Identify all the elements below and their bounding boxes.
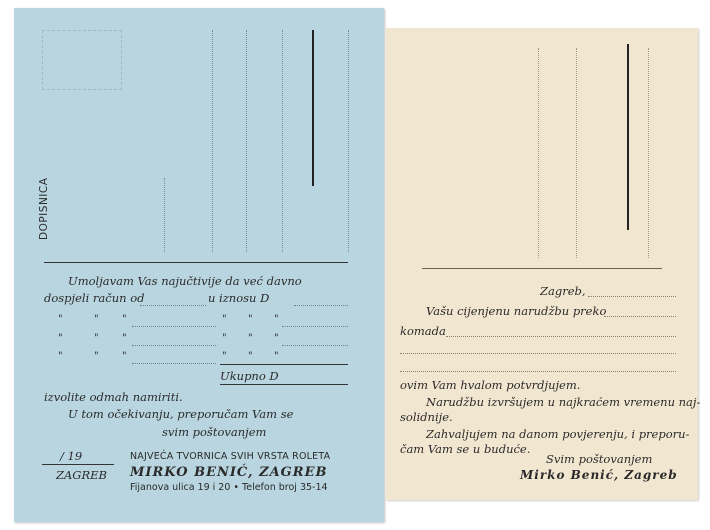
text-line-5b: čam Vam se u buduće. xyxy=(400,442,531,456)
fill-line xyxy=(132,363,216,364)
text-line-2: komada xyxy=(400,324,446,338)
text-line-1: Vašu cijenjenu narudžbu preko xyxy=(426,304,607,318)
date-fill-line xyxy=(588,296,676,297)
fill-line xyxy=(282,345,348,346)
ditto-mark: " xyxy=(274,351,279,362)
ditto-mark: " xyxy=(222,333,227,344)
ditto-mark: " xyxy=(58,351,63,362)
ditto-mark: " xyxy=(248,333,253,344)
ditto-mark: " xyxy=(248,351,253,362)
ditto-mark: " xyxy=(58,314,63,325)
text-line-3: izvolite odmah namiriti. xyxy=(44,390,183,404)
ditto-mark: " xyxy=(274,333,279,344)
ukupno-label: Ukupno D xyxy=(220,369,279,383)
stamp-area xyxy=(42,30,122,90)
address-line xyxy=(348,30,349,252)
ditto-mark: " xyxy=(248,314,253,325)
address-line xyxy=(246,30,247,252)
address-bar xyxy=(312,30,314,186)
text-line-2a: dospjeli račun od xyxy=(44,291,145,305)
blue-postcard xyxy=(14,8,384,522)
text-line-4: U tom očekivanju, preporučam Vam se xyxy=(68,407,294,421)
separator-line xyxy=(44,262,348,263)
city-label: ZAGREB xyxy=(56,468,107,482)
ditto-mark: " xyxy=(222,314,227,325)
address-line xyxy=(538,48,539,258)
text-line-5a: Zahvaljujem na danom povjerenju, i preporu- xyxy=(426,427,690,441)
address-bar xyxy=(627,44,629,230)
address-line xyxy=(282,30,283,252)
cream-postcard xyxy=(386,28,701,500)
fill-line-amount xyxy=(294,305,348,306)
dopisnica-label: DOPISNICA xyxy=(38,177,50,240)
text-line-4a: Narudžbu izvršujem u najkraćem vremenu naj- xyxy=(426,395,701,409)
fill-line xyxy=(132,326,216,327)
city-label: Zagreb, xyxy=(540,284,586,298)
address-line xyxy=(212,30,213,252)
date-field: / 19 xyxy=(60,449,83,463)
company-tagline: NAJVEĆA TVORNICA SVIH VRSTA ROLETA xyxy=(130,451,331,462)
text-line-5: svim poštovanjem xyxy=(162,425,267,439)
company-address: Fijanova ulica 19 i 20 • Telefon broj 35-14 xyxy=(130,482,328,493)
ditto-mark: " xyxy=(94,314,99,325)
ditto-mark: " xyxy=(58,333,63,344)
fill-line xyxy=(282,326,348,327)
address-line xyxy=(576,48,577,258)
ditto-mark: " xyxy=(94,351,99,362)
company-name: MIRKO BENIĆ, ZAGREB xyxy=(130,465,328,480)
ditto-mark: " xyxy=(94,333,99,344)
text-line-2b: u iznosu D xyxy=(208,291,270,305)
fill-line-account xyxy=(140,305,206,306)
fill-line xyxy=(132,345,216,346)
total-line xyxy=(220,384,348,385)
ditto-mark: " xyxy=(222,351,227,362)
fill-line xyxy=(604,316,676,317)
ditto-mark: " xyxy=(122,333,127,344)
fill-line xyxy=(400,371,676,372)
text-line-1: Umoljavam Vas najučtivije da već davno xyxy=(68,274,302,288)
fill-line xyxy=(400,353,676,354)
date-line xyxy=(42,464,114,465)
ditto-mark: " xyxy=(122,314,127,325)
sum-line xyxy=(220,364,348,365)
address-divider xyxy=(164,178,165,252)
ditto-mark: " xyxy=(122,351,127,362)
ditto-mark: " xyxy=(274,314,279,325)
signature: Mirko Benić, Zagreb xyxy=(520,468,678,482)
text-line-4b: solidnije. xyxy=(400,410,453,424)
separator-line xyxy=(422,268,662,269)
address-line xyxy=(648,48,649,258)
fill-line xyxy=(446,336,676,337)
text-line-3: ovim Vam hvalom potvrdjujem. xyxy=(400,378,581,392)
text-line-6: Svim poštovanjem xyxy=(546,452,653,466)
